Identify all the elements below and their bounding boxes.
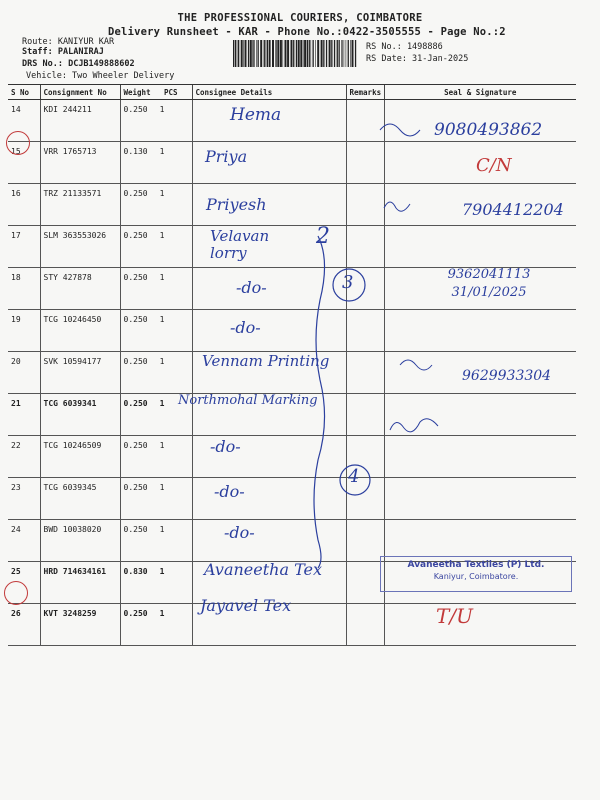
row-pcs: 1 (159, 609, 165, 618)
signature-hand-18: 9362041113 31/01/2025 (447, 267, 531, 300)
row-sno: 21 (8, 394, 40, 436)
row-sno: 26 (8, 604, 40, 646)
signature-squiggle (390, 419, 438, 432)
row-consignment-no: KDI 244211 (40, 100, 120, 142)
signature-hand-14: 9080493862 (434, 120, 543, 140)
row-weight: 0.250 (123, 315, 148, 324)
consignee-hand-21: Northmohal Marking (178, 393, 318, 408)
consignee-hand-25: Avaneetha Tex (204, 560, 323, 579)
row-pcs: 1 (159, 525, 165, 534)
drs-label: DRS No.: (22, 59, 63, 69)
col-sno-header: S No (8, 85, 40, 100)
stamp-company-place: Kaniyur, Coimbatore. (433, 572, 519, 581)
row-consignment-no: TCG 10246509 (40, 436, 120, 478)
row-sno: 22 (8, 436, 40, 478)
runsheet-subtitle: Delivery Runsheet - KAR - Phone No.:0422-3505555 - Page No.:2 (108, 26, 506, 38)
drs-value: DCJB149888602 (68, 59, 135, 69)
signature-squiggle (400, 360, 432, 370)
group-count-1: 2 (316, 224, 330, 249)
row-consignment-no: VRR 1765713 (40, 142, 120, 184)
col-signature-header: Seal & Signature (384, 85, 576, 100)
row-pcs: 1 (159, 273, 165, 282)
row-consignment-no: KVT 3248259 (40, 604, 120, 646)
col-remarks-header: Remarks (346, 85, 384, 100)
row-consignment-no: TCG 6039341 (40, 394, 120, 436)
signature-squiggle (384, 202, 410, 211)
row-consignment-no: HRD 714634161 (40, 562, 120, 604)
consignee-hand-15: Priya (205, 147, 248, 166)
row-weight: 0.250 (123, 105, 148, 114)
row-15-circle (6, 131, 30, 155)
signature-hand-20: 9629933304 (462, 368, 552, 384)
row-sno: 15 (8, 142, 40, 184)
row-pcs: 1 (159, 357, 165, 366)
document-title: THE PROFESSIONAL COURIERS, COIMBATORE (177, 12, 423, 24)
consignee-hand-22: -do- (210, 437, 241, 456)
row-weight: 0.250 (123, 441, 148, 450)
row-26-circle (4, 581, 28, 605)
row-pcs: 1 (159, 483, 165, 492)
consignee-hand-16: Priyesh (206, 195, 267, 214)
consignee-hand-17: Velavan lorry (210, 227, 270, 262)
row-pcs: 1 (159, 189, 165, 198)
consignee-hand-26: Jayavel Tex (200, 596, 292, 615)
row-sno: 24 (8, 520, 40, 562)
row-sno: 18 (8, 268, 40, 310)
rs-number: RS No.: 1498886 (366, 42, 443, 52)
row-weight: 0.250 (123, 273, 148, 282)
row-sno: 25 (8, 562, 40, 604)
route-line: Route: KANIYUR KAR (22, 37, 115, 47)
staff-label: Staff: (22, 47, 53, 57)
consignee-hand-19: -do- (230, 318, 261, 337)
row-weight: 0.250 (123, 483, 148, 492)
col-consignee-header: Consignee Details (192, 85, 346, 100)
group-count-2: 3 (342, 272, 354, 293)
row-pcs: 1 (159, 105, 165, 114)
row-pcs: 1 (159, 147, 165, 156)
staff-value: PALANIRAJ (57, 47, 104, 57)
row-sno: 16 (8, 184, 40, 226)
col-weight-header: Weight (120, 85, 164, 100)
row-weight: 0.250 (123, 357, 148, 366)
rs-date: RS Date: 31-Jan-2025 (366, 54, 469, 64)
row-pcs: 1 (159, 441, 165, 450)
row-weight: 0.130 (123, 147, 148, 156)
stamp-company-name: Avaneetha Textiles (P) Ltd. (407, 560, 545, 570)
row-pcs: 1 (159, 399, 165, 408)
company-stamp (380, 556, 572, 592)
group-count-3: 4 (348, 466, 360, 487)
signature-hand-15: C/N (476, 155, 512, 176)
row-weight: 0.830 (123, 567, 148, 576)
row-consignment-no: TCG 10246450 (40, 310, 120, 352)
row-consignment-no: SVK 10594177 (40, 352, 120, 394)
col-consignment-header: Consignment No (40, 85, 120, 100)
signature-hand-16: 7904412204 (462, 200, 564, 219)
consignee-hand-18: -do- (236, 278, 267, 297)
row-sno: 20 (8, 352, 40, 394)
row-sno: 17 (8, 226, 40, 268)
signature-squiggle (380, 124, 420, 136)
row-weight: 0.250 (123, 399, 148, 408)
consignee-hand-24: -do- (224, 523, 255, 542)
consignee-hand-23: -do- (214, 482, 245, 501)
row-weight: 0.250 (123, 609, 148, 618)
row-consignment-no: TRZ 21133571 (40, 184, 120, 226)
row-weight: 0.250 (123, 231, 148, 240)
row-pcs: 1 (159, 315, 165, 324)
row-pcs: 1 (159, 231, 165, 240)
row-consignment-no: STY 427878 (40, 268, 120, 310)
row-sno: 23 (8, 478, 40, 520)
row-consignment-no: TCG 6039345 (40, 478, 120, 520)
row-weight: 0.250 (123, 525, 148, 534)
row-consignment-no: BWD 10038020 (40, 520, 120, 562)
signature-hand-26: T/U (436, 604, 473, 628)
row-consignment-no: SLM 363553026 (40, 226, 120, 268)
consignee-hand-20: Vennam Printing (202, 352, 330, 370)
row-pcs: 1 (159, 567, 165, 576)
row-sno: 14 (8, 100, 40, 142)
row-sno: 19 (8, 310, 40, 352)
consignee-hand-14: Hema (230, 105, 282, 125)
row-weight: 0.250 (123, 189, 148, 198)
vehicle-line: Vehicle: Two Wheeler Delivery (26, 71, 175, 81)
col-pcs-header: PCS (164, 85, 192, 100)
